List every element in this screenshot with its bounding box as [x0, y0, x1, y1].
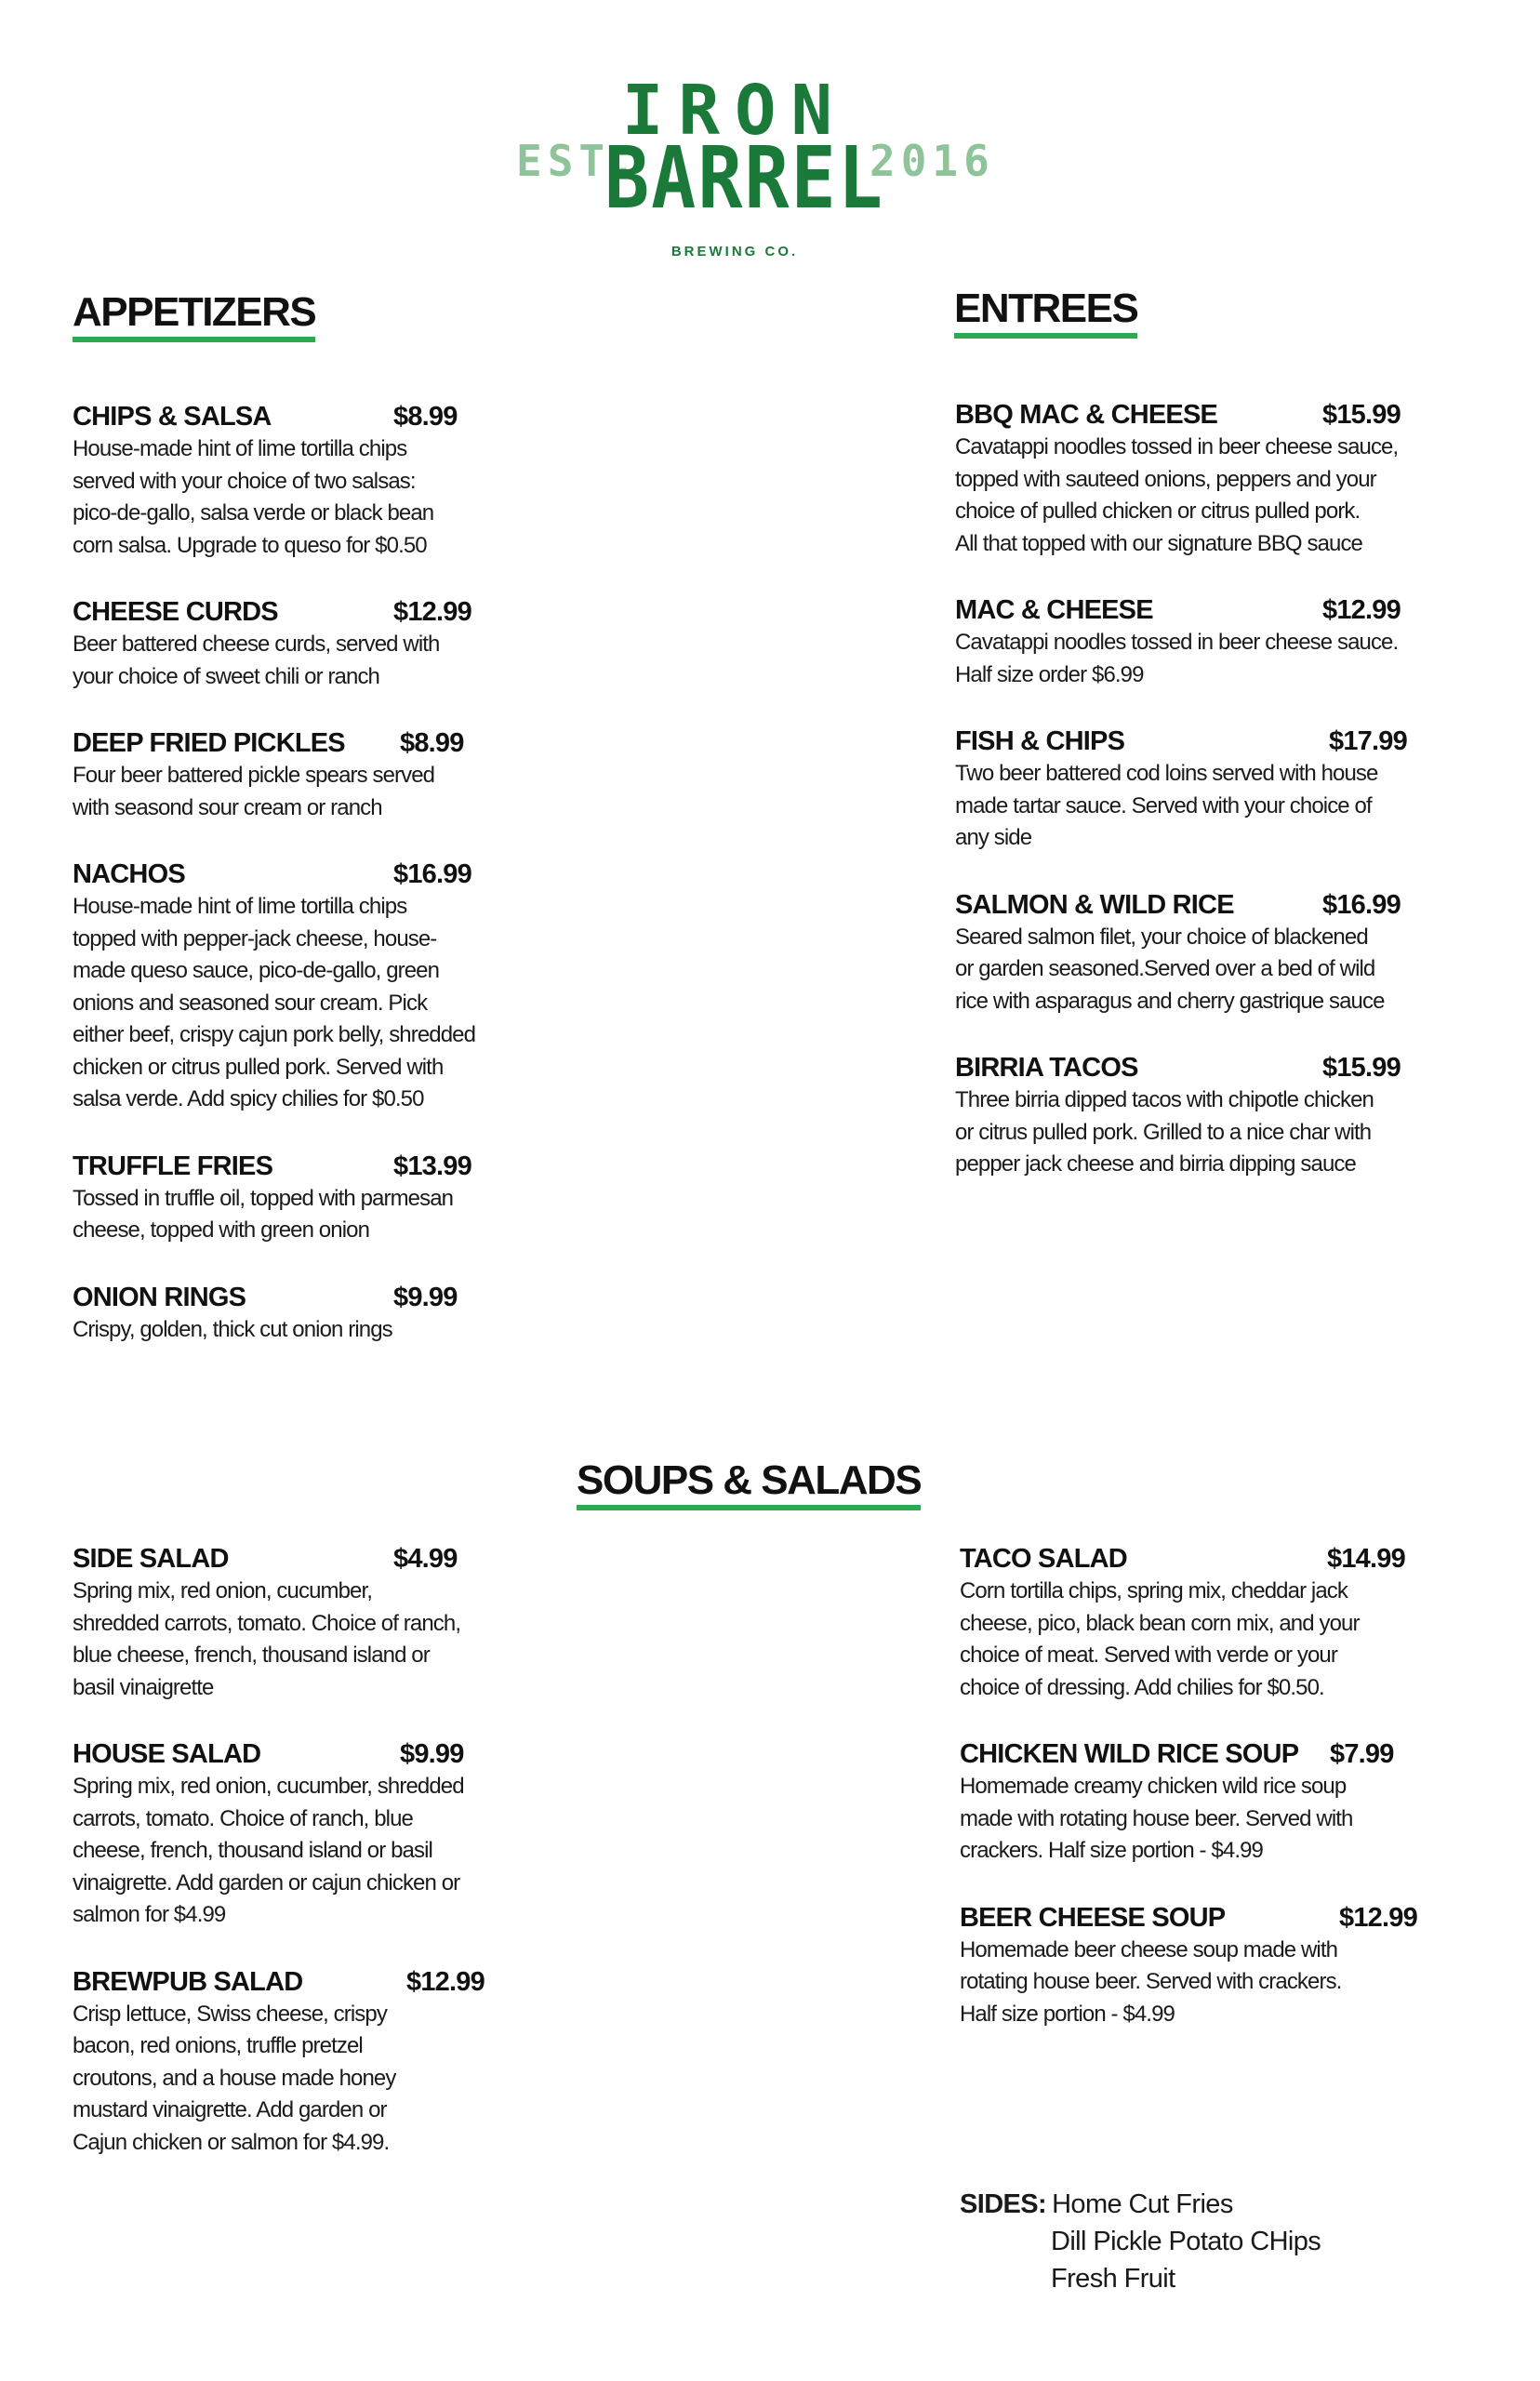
heading-underline — [577, 1505, 921, 1510]
logo-brewing-co: BREWING CO. — [670, 244, 799, 259]
item-price: $12.99 — [1339, 1902, 1417, 1933]
item-price: $15.99 — [1322, 1053, 1401, 1083]
item-name: HOUSE SALAD — [73, 1739, 261, 1769]
menu-item — [73, 726, 556, 824]
item-description: Crispy, golden, thick cut onion rings — [73, 1316, 392, 1342]
item-description: Spring mix, red onion, cucumber, shredded carrots, tomato. Choice of ranch, blue cheese, french, thousand island or basil vinaigrette — [73, 1578, 461, 1700]
item-name: SALMON & WILD RICE — [955, 889, 1234, 920]
menu-item — [73, 858, 556, 1116]
item-description: Homemade beer cheese soup made with rotating house beer. Served with crackers. Half size portion - $4.99 — [960, 1936, 1342, 2027]
menu-item — [73, 400, 556, 562]
item-price: $8.99 — [393, 402, 458, 432]
item-price: $13.99 — [393, 1151, 471, 1181]
item-price: $14.99 — [1327, 1544, 1405, 1574]
item-name: ONION RINGS — [73, 1282, 246, 1312]
item-description: House-made hint of lime tortilla chips topped with pepper-jack cheese, house- made queso sauce, pico-de-gallo, green onions and seasoned sour cream. Pick either beef, crispy cajun pork belly, shredded chicken or citrus pulled pork. Served with salsa verde. Add spicy chilies for $0.50 — [73, 894, 476, 1111]
menu-item — [960, 1542, 1508, 1704]
item-description: Corn tortilla chips, spring mix, cheddar jack cheese, pico, black bean corn mix, and your choice of meat. Served with verde or your choice of dressing. Add chilies for $0.50. — [960, 1578, 1360, 1700]
menu-item — [73, 1542, 575, 1704]
brewery-logo — [516, 71, 995, 272]
menu-item — [73, 595, 556, 693]
item-name: BIRRIA TACOS — [955, 1053, 1138, 1083]
item-name: CHEESE CURDS — [73, 597, 278, 627]
item-price: $16.99 — [1322, 889, 1401, 920]
item-description: House-made hint of lime tortilla chips served with your choice of two salsas: pico-de-gallo, salsa verde or black bean corn salsa. Upgrade to queso for $0.50 — [73, 436, 434, 558]
item-price: $7.99 — [1330, 1739, 1394, 1769]
item-description: Three birria dipped tacos with chipotle chicken or citrus pulled pork. Grilled to a nice char with pepper jack cheese and birria dipping sauce — [955, 1087, 1374, 1177]
logo-est: EST. — [516, 136, 642, 186]
item-name: BREWPUB SALAD — [73, 1966, 303, 1997]
item-price: $15.99 — [1322, 400, 1401, 430]
menu-item — [73, 1737, 575, 1932]
item-name: CHICKEN WILD RICE SOUP — [960, 1739, 1299, 1769]
item-description: Crisp lettuce, Swiss cheese, crispy bacon, red onions, truffle pretzel croutons, and a house made honey mustard vinaigrette. Add garden or Cajun chicken or salmon for $4.99. — [73, 2001, 396, 2155]
item-name: DEEP FRIED PICKLES — [73, 728, 345, 758]
item-description: Seared salmon filet, your choice of blackened or garden seasoned.Served over a bed of wild rice with asparagus and cherry gastrique sauce — [955, 924, 1385, 1014]
item-name: TRUFFLE FRIES — [73, 1151, 273, 1181]
item-price: $4.99 — [393, 1544, 458, 1574]
item-name: BEER CHEESE SOUP — [960, 1902, 1226, 1933]
menu-item — [73, 1150, 556, 1247]
item-description: Cavatappi noodles tossed in beer cheese sauce, topped with sauteed onions, peppers and your choice of pulled chicken or citrus pulled pork. All that topped with our signature BBQ sauce — [955, 434, 1399, 556]
entrees-list — [955, 398, 1504, 1215]
menu-item — [955, 593, 1504, 691]
item-description: Spring mix, red onion, cucumber, shredded carrots, tomato. Choice of ranch, blue cheese, french, thousand island or basil vinaigrette. Add garden or cajun chicken or salmon for $4.99 — [73, 1774, 464, 1927]
salads-list-right — [960, 1542, 1508, 2064]
menu-item — [955, 725, 1504, 855]
item-description: Cavatappi noodles tossed in beer cheese sauce. Half size order $6.99 — [955, 630, 1399, 687]
logo-iron: IRON — [621, 71, 848, 151]
item-name: BBQ MAC & CHEESE — [955, 400, 1218, 430]
item-price: $9.99 — [393, 1282, 458, 1312]
appetizers-list — [73, 400, 556, 1379]
entrees-heading: ENTREES — [954, 286, 1137, 339]
item-description: Four beer battered pickle spears served with seasond sour cream or ranch — [73, 763, 435, 820]
item-description: Beer battered cheese curds, served with your choice of sweet chili or ranch — [73, 632, 440, 689]
item-name: TACO SALAD — [960, 1544, 1127, 1574]
appetizers-heading: APPETIZERS — [73, 290, 315, 342]
menu-item — [73, 1965, 575, 2160]
salads-list-left — [73, 1542, 575, 2192]
item-description: Two beer battered cod loins served with house made tartar sauce. Served with your choice of any side — [955, 761, 1378, 850]
item-description: Tossed in truffle oil, topped with parmesan cheese, topped with green onion — [73, 1185, 454, 1243]
menu-item — [960, 1737, 1508, 1868]
menu-item — [955, 398, 1504, 560]
item-price: $17.99 — [1329, 726, 1407, 756]
sides-label: SIDES: — [960, 2189, 1047, 2219]
side-option: Home Cut Fries — [1052, 2189, 1233, 2219]
logo-year: 2016 — [870, 136, 995, 186]
item-price: $12.99 — [406, 1966, 485, 1997]
item-name: MAC & CHEESE — [955, 595, 1153, 625]
side-option: Fresh Fruit — [1051, 2264, 1175, 2294]
item-name: CHIPS & SALSA — [73, 402, 272, 432]
menu-item — [955, 888, 1504, 1018]
menu-item — [955, 1051, 1504, 1181]
item-name: FISH & CHIPS — [955, 726, 1125, 756]
menu-item — [73, 1281, 556, 1347]
item-price: $16.99 — [393, 859, 471, 889]
item-price: $9.99 — [400, 1739, 464, 1769]
item-name: NACHOS — [73, 859, 185, 889]
sides-list — [960, 2186, 1321, 2297]
side-option: Dill Pickle Potato CHips — [1051, 2227, 1321, 2256]
item-price: $12.99 — [393, 597, 471, 627]
item-description: Homemade creamy chicken wild rice soup made with rotating house beer. Served with crackers. Half size portion - $4.99 — [960, 1774, 1353, 1863]
item-name: SIDE SALAD — [73, 1544, 229, 1574]
item-price: $8.99 — [400, 728, 464, 758]
heading-underline — [73, 337, 315, 342]
soups-salads-heading: SOUPS & SALADS — [577, 1458, 921, 1510]
item-price: $12.99 — [1322, 595, 1401, 625]
heading-underline — [954, 333, 1137, 339]
logo-barrel: BARREL — [604, 127, 884, 228]
menu-item — [960, 1901, 1508, 2031]
